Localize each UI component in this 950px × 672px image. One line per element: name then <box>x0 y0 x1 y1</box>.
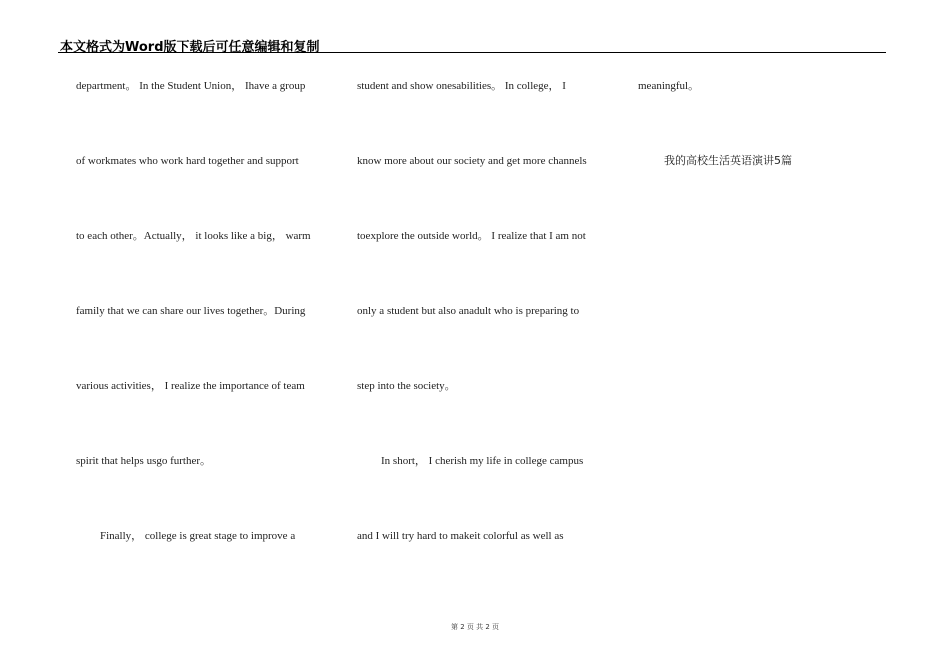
text-line: spirit that helps usgo further。 <box>76 455 212 467</box>
document-header-title: 本文格式为Word版下载后可任意编辑和复制 <box>60 40 320 55</box>
paragraph-start-line: In short， I cherish my life in college campus <box>381 455 584 467</box>
text-line: meaningful。 <box>638 80 700 92</box>
text-line: and I will try hard to makeit colorful as well as <box>357 530 564 542</box>
text-line: to each other。Actually， it looks like a big， warm <box>76 230 311 242</box>
text-line: step into the society。 <box>357 380 456 392</box>
text-line: various activities， I realize the importance of team <box>76 380 305 392</box>
text-line: of workmates who work hard together and support <box>76 155 299 167</box>
header-divider <box>58 52 886 53</box>
section-title: 我的高校生活英语演讲5篇 <box>664 154 792 167</box>
text-line: only a student but also anadult who is preparing to <box>357 305 580 317</box>
page-number-footer: 第 2 页 共 2 页 <box>450 623 500 631</box>
text-line: family that we can share our lives together。During <box>76 305 306 317</box>
text-line: toexplore the outside world。 I realize that I am not <box>357 230 586 242</box>
paragraph-start-line: Finally， college is great stage to improve a <box>100 530 296 542</box>
text-line: student and show onesabilities。 In college， I <box>357 80 566 92</box>
text-line: department。 In the Student Union， Ihave a group <box>76 80 306 92</box>
text-line: know more about our society and get more channels <box>357 155 587 167</box>
